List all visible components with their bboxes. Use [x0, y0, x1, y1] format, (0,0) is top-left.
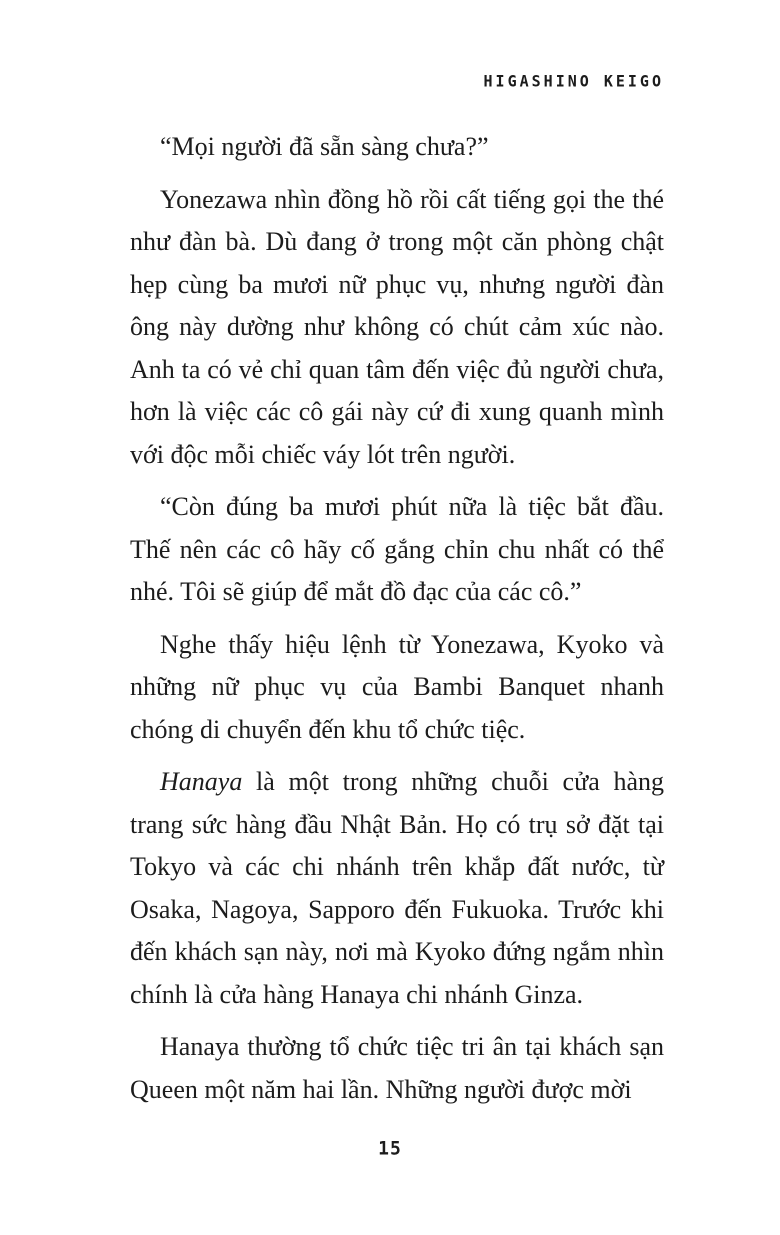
paragraph-text: Nghe thấy hiệu lệnh từ Yonezawa, Kyoko và những nữ phục vụ của Bambi Banquet nhanh chóng di chuyển đến khu tổ chức tiệc. [130, 629, 664, 744]
body-paragraph [130, 761, 664, 1016]
running-header: HIGASHINO KEIGO [483, 71, 664, 91]
body-paragraph [130, 624, 664, 752]
paragraph-text: Yonezawa nhìn đồng hồ rồi cất tiếng gọi the thé như đàn bà. Dù đang ở trong một căn phòng chật hẹp cùng ba mươi nữ phục vụ, nhưng người đàn ông này dường như không có chút cảm xúc nào. Anh ta có vẻ chỉ quan tâm đến việc đủ người chưa, hơn là việc các cô gái này cứ đi xung quanh mình với độc mỗi chiếc váy lót trên người. [130, 184, 664, 469]
paragraph-text: là một trong những chuỗi cửa hàng trang sức hàng đầu Nhật Bản. Họ có trụ sở đặt tại Tokyo và các chi nhánh trên khắp đất nước, từ Osaka, Nagoya, Sapporo đến Fukuoka. Trước khi đến khách sạn này, nơi mà Kyoko đứng ngắm nhìn chính là cửa hàng Hanaya chi nhánh Ginza. [130, 767, 664, 1009]
body-paragraph [130, 1026, 664, 1111]
body-paragraph [130, 486, 664, 614]
page-number: 15 [378, 1137, 402, 1160]
body-text [130, 126, 664, 1121]
paragraph-text: “Còn đúng ba mươi phút nữa là tiệc bắt đầu. Thế nên các cô hãy cố gắng chỉn chu nhất có thể nhé. Tôi sẽ giúp để mắt đồ đạc của các cô.” [130, 492, 664, 606]
body-paragraph [130, 179, 664, 477]
paragraph-italic-lead: Hanaya [160, 767, 243, 796]
paragraph-text: “Mọi người đã sẵn sàng chưa?” [160, 132, 489, 161]
body-paragraph [130, 126, 664, 169]
paragraph-text: Hanaya thường tổ chức tiệc tri ân tại khách sạn Queen một năm hai lần. Những người được mời [130, 1032, 664, 1104]
